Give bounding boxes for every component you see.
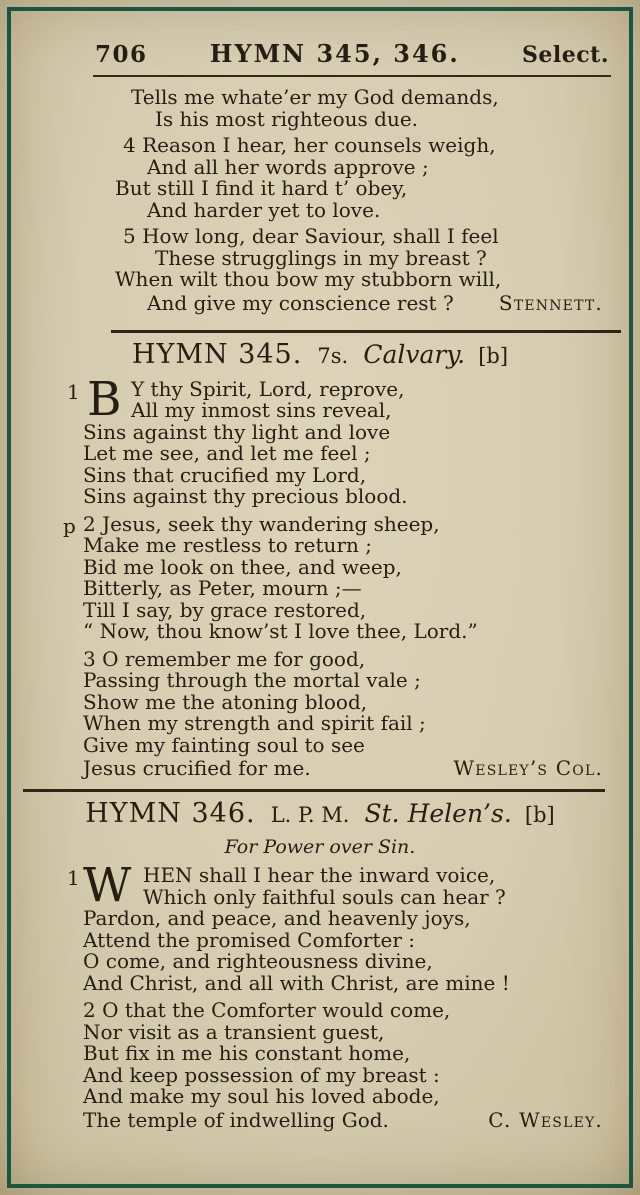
- hymn-line: Y thy Spirit, Lord, reprove,: [131, 376, 405, 401]
- hymn-line: 2 Jesus, seek thy wandering sheep,: [83, 511, 440, 536]
- hymn-line: And Christ, and all with Christ, are mine !: [83, 970, 510, 995]
- section-divider: [23, 789, 605, 792]
- hymn-number: HYMN 346.: [85, 798, 256, 829]
- hymn-line: Sins that crucified my Lord,: [83, 462, 367, 487]
- hymn-line: All my inmost sins reveal,: [131, 398, 392, 422]
- hymn-line: Bitterly, as Peter, mourn ;—: [83, 576, 362, 600]
- running-title: HYMN 345, 346.: [209, 39, 460, 68]
- hymn-line: When my strength and spirit fail ;: [83, 711, 426, 735]
- hymn-line: Passing through the mortal vale ;: [83, 668, 421, 692]
- hymn-meter: 7s.: [317, 343, 349, 368]
- hymn-line: Make me restless to return ;: [83, 533, 372, 557]
- last-line-with-attribution: [115, 291, 603, 315]
- hymn-line: Nor visit as a transient guest,: [83, 1019, 385, 1044]
- hymn-tune-name: St. Helen’s.: [364, 799, 512, 828]
- hymn-345: [11, 339, 629, 781]
- header-rule: [93, 75, 611, 77]
- hymn-meter: L. P. M.: [270, 803, 350, 827]
- hymn-key-mark: [b]: [478, 343, 509, 368]
- hymn-line: 4 Reason I hear, her counsels weigh,: [123, 133, 496, 157]
- hymn-line: 3 O remember me for good,: [83, 646, 366, 671]
- hymn-line: But still I find it hard t’ obey,: [115, 176, 408, 200]
- hymn-line: HEN shall I hear the inward voice,: [143, 863, 496, 887]
- previous-hymn-continuation: [11, 85, 629, 321]
- hymn-345-body: [11, 371, 629, 781]
- author-attribution: C. Wesley.: [488, 1107, 603, 1132]
- hymn-tune-name: Calvary.: [363, 339, 466, 369]
- hymn-line: These strugglings in my breast ?: [155, 245, 487, 270]
- hymn-line: And all her words approve ;: [147, 154, 429, 179]
- hymn-line: 2 O that the Comforter would come,: [83, 998, 451, 1022]
- author-attribution: Stennett.: [498, 290, 603, 315]
- hymn-line: When wilt thou bow my stubborn will,: [115, 267, 502, 291]
- hymn-line: Let me see, and let me feel ;: [83, 441, 371, 465]
- hymn-346-body: [11, 858, 629, 1132]
- hymn-line: And make my soul his loved abode,: [83, 1084, 440, 1108]
- hymn-line: Jesus crucified for me.: [83, 756, 311, 780]
- hymn-line: The temple of indwelling God.: [83, 1107, 389, 1132]
- page-border-frame: [7, 7, 633, 1188]
- author-attribution: Wesley’s Col.: [453, 756, 603, 780]
- dynamic-marking-piano: p: [63, 513, 76, 538]
- last-line-with-attribution: [83, 1108, 603, 1132]
- drop-cap-initial: W: [83, 858, 132, 913]
- page-content: [11, 11, 629, 1184]
- hymn-line: Tells me whate’er my God demands,: [131, 85, 499, 109]
- hymn-line: O come, and righteousness divine,: [83, 949, 433, 973]
- verse-number: 1: [67, 379, 80, 404]
- hymn-line: Give my fainting soul to see: [83, 732, 365, 757]
- hymn-key-mark: [b]: [524, 803, 555, 827]
- last-line-with-attribution: [83, 756, 603, 780]
- page-number: 706: [95, 41, 148, 68]
- hymn-line: Show me the atoning blood,: [83, 689, 368, 714]
- hymn-line: Sins against thy precious blood.: [83, 484, 408, 508]
- hymn-line: And harder yet to love.: [147, 197, 381, 222]
- verse-number: 1: [67, 866, 80, 890]
- hymn-line: 5 How long, dear Saviour, shall I feel: [123, 224, 499, 248]
- hymn-line: Bid me look on thee, and weep,: [83, 554, 402, 579]
- hymn-line: “ Now, thou know’st I love thee, Lord.”: [83, 619, 478, 643]
- section-divider: [111, 330, 621, 333]
- hymn-line: Sins against thy light and love: [83, 419, 391, 444]
- verse-2: [83, 1000, 603, 1132]
- hymn-line: Attend the promised Comforter :: [83, 927, 416, 952]
- hymn-subtitle: For Power over Sin.: [224, 836, 416, 858]
- hymn-line: Till I say, by grace restored,: [83, 597, 367, 622]
- verse-2: [63, 511, 603, 643]
- verse-1: [67, 371, 603, 508]
- hymn-line: Which only faithful souls can hear ?: [143, 884, 506, 909]
- drop-cap-initial: B: [87, 371, 122, 427]
- hymn-345-heading: [11, 339, 629, 370]
- verse-3: [83, 646, 603, 781]
- hymn-line: But fix in me his constant home,: [83, 1041, 411, 1065]
- hymn-346: [11, 798, 629, 1132]
- hymn-line: Pardon, and peace, and heavenly joys,: [83, 906, 471, 930]
- hymn-line: And keep possession of my breast :: [83, 1062, 440, 1087]
- verse-1: [67, 858, 603, 995]
- hymn-346-heading: [11, 798, 629, 829]
- running-section: Select.: [522, 42, 609, 68]
- running-header: [11, 35, 629, 72]
- hymn-line: And give my conscience rest ?: [147, 290, 454, 315]
- hymn-number: HYMN 345.: [131, 338, 303, 370]
- hymn-line: Is his most righteous due.: [155, 106, 419, 131]
